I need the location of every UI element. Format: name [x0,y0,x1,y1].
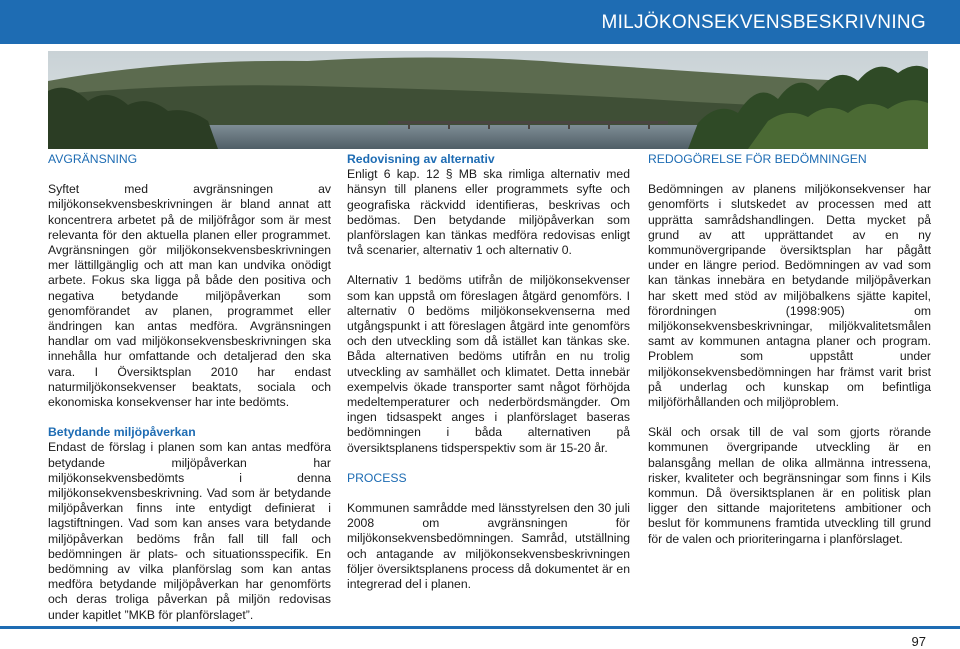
column-left [48,152,331,623]
paragraph: Kommunen samrådde med länsstyrelsen den 30 juli 2008 om avgränsningen för miljökonsekvensbedömningen. Samråd, utställning och antagande av miljökonsekvensbeskrivningen följer översiktsplanens process då dokumentet är en integrerad del i planen. [347,501,630,592]
paragraph: Syftet med avgränsningen av miljökonsekvensbeskrivningen är bland annat att koncentrera arbetet på de miljöfrågor som är mest relevanta för den aktuella planen eller programmet. Avgränsningen gör miljökonsekvensbeskrivningen mer lättillgänglig och att man kan undvika onödigt arbete. Fokus ska ligga på både den positiva och negativa betydande miljöpåverkan som genomförandet av planen, programmet eller ändringen kan antas medföra. Avgränsningen handlar om vad miljökonsekvensbeskrivningen ska innehålla hur omfattande och detaljerad den ska vara. I Översiktsplan 2010 har endast naturmiljökonsekvenser beaktats, sociala och ekonomiska konsekvenser har inte bedömts. [48,182,331,410]
paragraph: Bedömningen av planens miljökonsekvenser har genomförts i slutskedet av processen med att upprätta samrådshandlingen. Detta mycket på grund av att upprättandet av en ny kommunövergripande översiktsplan har pågått under en längre period. Bedömningen av vad som kan tänkas innebära en betydande miljöpåverkan har skett med stöd av miljöbalkens sjätte kapitel, förordningen (1998:905) om miljökonsekvensbeskrivningar, miljökvalitetsmålen samt av kommunen antagna planer och program. Problem som uppstått under miljökonsekvensbedömningen har främst varit brist på underlag och kunskap om befintliga miljöförhållanden och miljöproblem. [648,182,931,410]
section-heading-avgransning: AVGRÄNSNING [48,152,138,166]
landscape-photo [48,51,928,149]
column-right [648,152,931,547]
footer-rule [0,626,960,629]
section-heading-process: PROCESS [347,470,407,485]
subheading-redovisning: Redovisning av alternativ [347,152,495,166]
paragraph: Endast de förslag i planen som kan antas medföra betydande miljöpåverkan har miljökonsekvensbedömts i denna miljökonsekvensbeskrivning. Vad som är betydande miljöpåverkan finns inte entydigt definierat i lagstiftningen. Vad som kan anses vara betydande miljöpåverkan bedöms från fall till fall och bedömningen är plats- och situationsspecifik. En bedömning av vilka planförslag som kan antas medföra betydande miljöpåverkan har genomförts och deras troliga påverkan på miljön redovisas under kapitlet ”MKB för planförslaget”. [48,440,331,622]
paragraph: Skäl och orsak till de val som gjorts rörande kommunen övergripande utveckling är en balansgång mellan de olika allmänna intressena, risker, kvaliteter och begränsningar som finns i Kils kommun. Då översiktsplanen är en politisk plan ligger den sittande majoritetens ambitioner och beslut för kommunens framtida utveckling till grund för de valen och prioriteringarna i planförslaget. [648,425,931,546]
paragraph: Alternativ 1 bedöms utifrån de miljökonsekvenser som kan uppstå om föreslagen åtgärd genomförs. I alternativ 0 bedöms miljökonsekvenserna med utgångspunkt i att föreslagen åtgärd inte genomförs och den utveckling som då istället kan tänkas ske. Båda alternativen bedöms utifrån en nu trolig utveckling av samhället och klimatet. Detta innebär exempelvis ökade transporter samt något förhöjda medeltemperaturer och nederbördsmängder. Om ingen tidsaspekt anges i planförslaget baseras bedömningen i båda alternativen på översiktsplanens tidsperspektiv som är 15-20 år. [347,273,630,455]
page-number: 97 [911,634,926,649]
header-bar [0,0,960,44]
document-title: MILJÖKONSEKVENSBESKRIVNING [601,12,926,33]
section-heading-redogorelse: REDOGÖRELSE FÖR BEDÖMNINGEN [648,152,867,166]
subheading-betydande: Betydande miljöpåverkan [48,425,196,440]
paragraph: Enligt 6 kap. 12 § MB ska rimliga alternativ med hänsyn till planens eller programmets syfte och geografiska räckvidd identifieras, beskrivas och bedömas. Den betydande miljöpåverkan som planförslagen kan tänkas medföra redovisas enligt två scenarier, alternativ 1 och alternativ 0. [347,167,630,258]
column-middle [347,152,630,592]
